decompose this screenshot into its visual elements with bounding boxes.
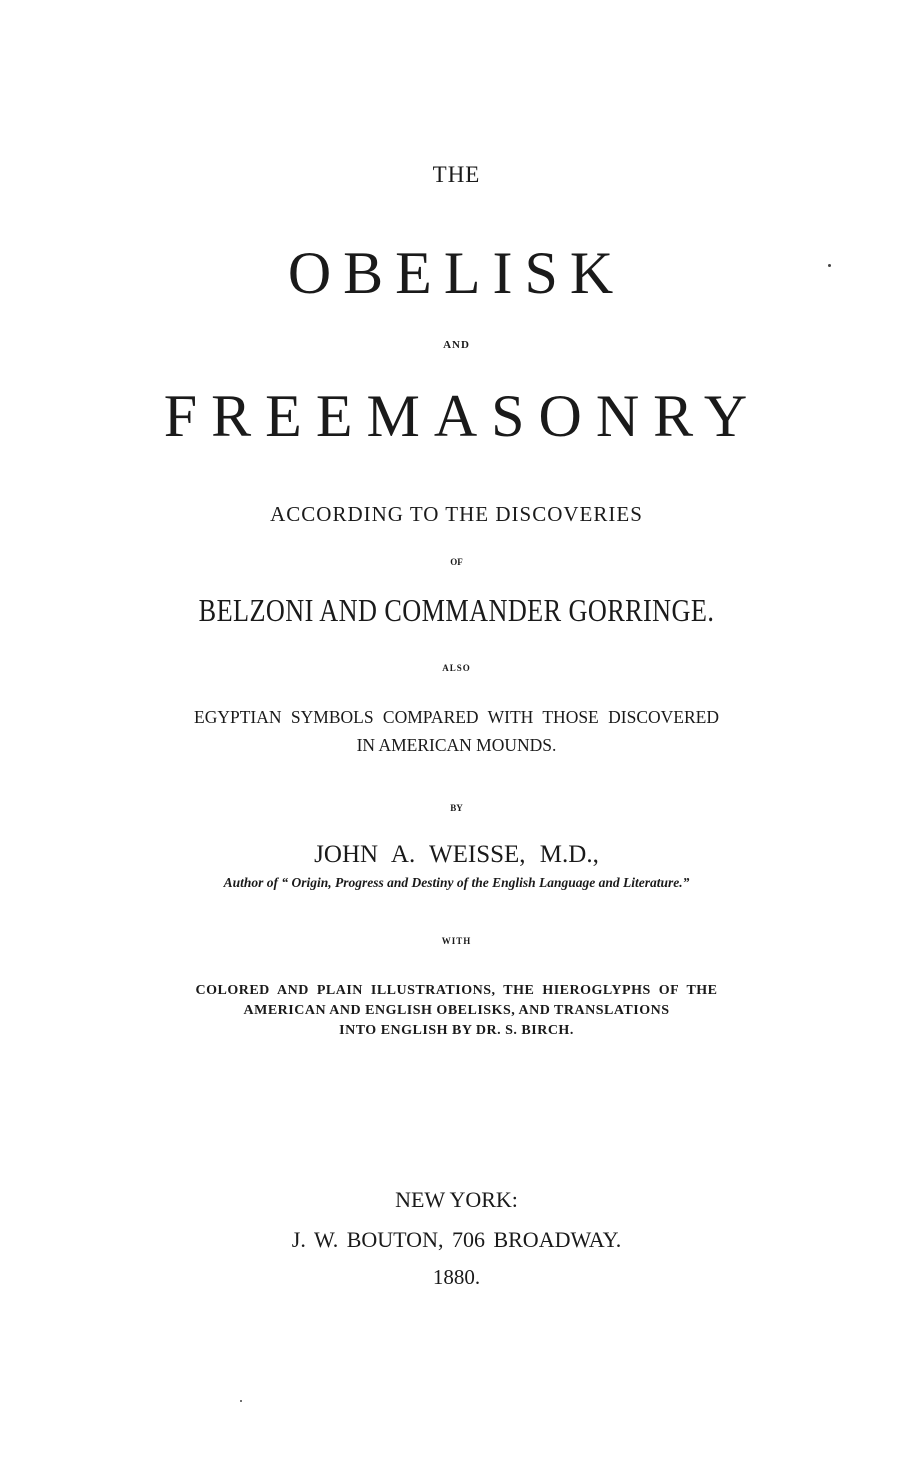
- subtitle-belzoni: BELZONI AND COMMANDER GORRINGE.: [198, 592, 715, 628]
- publisher: J. W. BOUTON, 706 BROADWAY.: [291, 1227, 622, 1252]
- title-and: AND: [443, 339, 470, 351]
- title-freemasonry: FREEMASONRY: [163, 383, 762, 449]
- subtitle-of: OF: [450, 557, 463, 567]
- subtitle-also: ALSO: [442, 663, 471, 673]
- illustrations-line3: INTO ENGLISH BY DR. S. BIRCH.: [339, 1023, 574, 1038]
- author-name: JOHN A. WEISSE, M.D.,: [314, 841, 599, 868]
- subtitle-according: ACCORDING TO THE DISCOVERIES: [270, 502, 643, 526]
- scan-speck: [828, 264, 831, 267]
- publication-place: NEW YORK:: [395, 1187, 518, 1212]
- title-the: THE: [432, 162, 481, 187]
- subtitle-egyptian-line1: EGYPTIAN SYMBOLS COMPARED WITH THOSE DISCOVERED: [194, 707, 719, 727]
- illustrations-line2: AMERICAN AND ENGLISH OBELISKS, AND TRANSLATIONS: [243, 1003, 670, 1018]
- scan-speck: [240, 1400, 242, 1402]
- title-obelisk: OBELISK: [287, 240, 626, 306]
- illustrations-line1: COLORED AND PLAIN ILLUSTRATIONS, THE HIEROGLYPHS OF THE: [195, 983, 718, 998]
- subtitle-egyptian-line2: IN AMERICAN MOUNDS.: [356, 735, 557, 755]
- author-credit: Author of “ Origin, Progress and Destiny of the English Language and Literature.”: [223, 875, 690, 890]
- byline-by: BY: [450, 803, 463, 813]
- with-label: WITH: [441, 936, 472, 946]
- publication-year: 1880.: [432, 1265, 481, 1289]
